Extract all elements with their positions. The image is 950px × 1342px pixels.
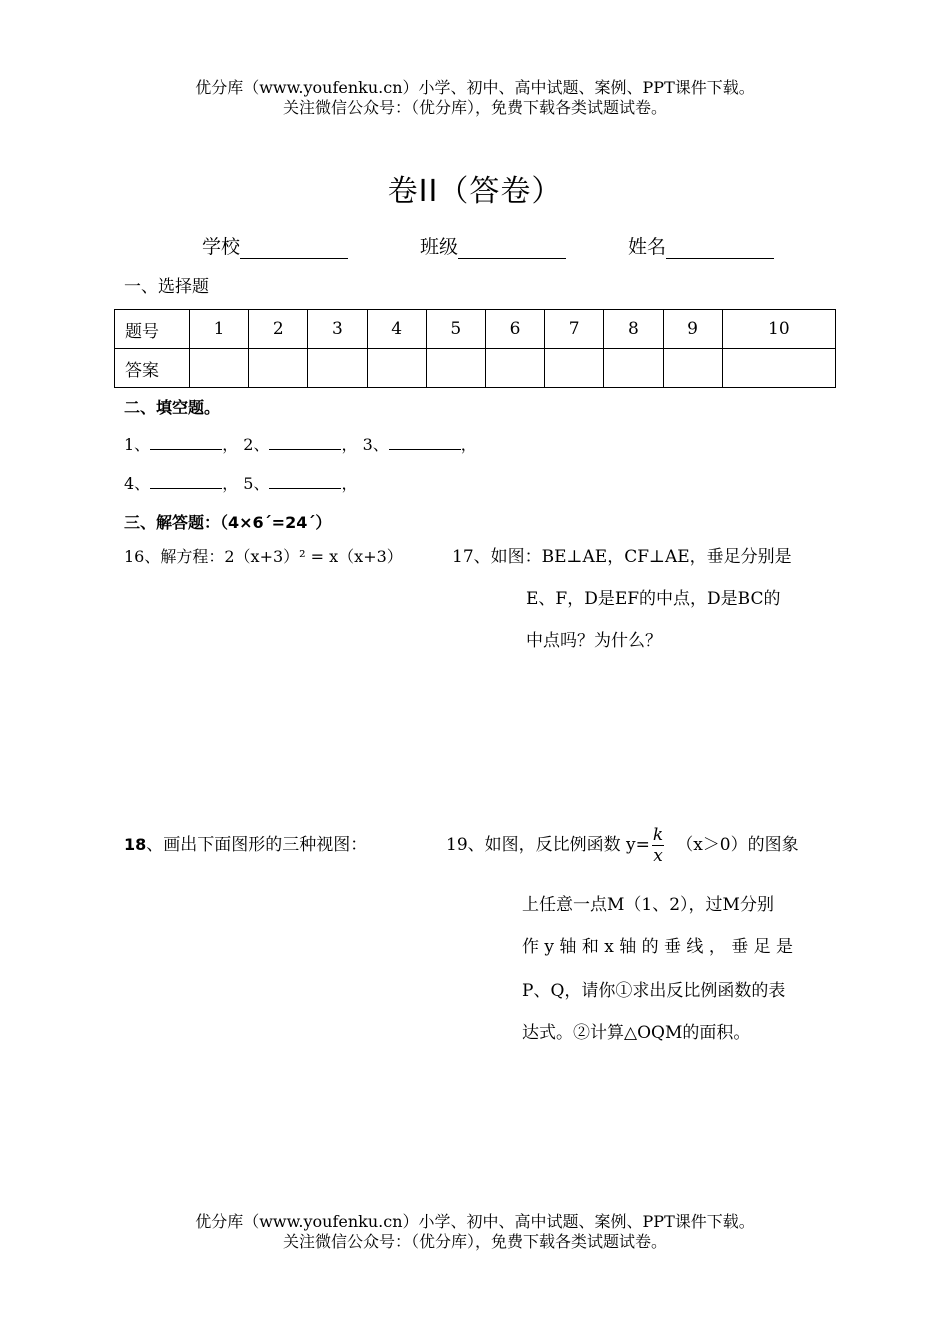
answer-cell[interactable] (545, 349, 604, 388)
question-number: 8 (604, 310, 663, 349)
answer-cell[interactable] (722, 349, 835, 388)
question-number: 9 (663, 310, 722, 349)
answer-table (114, 309, 836, 388)
fill-blank-5[interactable] (269, 472, 341, 489)
question-17-line-3: 中点吗？为什么？ (526, 631, 662, 651)
question-number: 7 (545, 310, 604, 349)
section3-heading: 三、解答题：（4×6´=24´） (124, 513, 332, 532)
section2-heading: 二、填空题。 (124, 398, 221, 417)
answer-cell[interactable] (426, 349, 485, 388)
name-field (628, 232, 774, 259)
header-line-1: 优分库（www.youfenku.cn）小学、初中、高中试题、案例、PPT课件下载。 (195, 78, 755, 97)
fraction-k-over-x (652, 825, 664, 866)
question-19-line-1 (446, 822, 799, 868)
question-number: 2 (249, 310, 308, 349)
answer-cell[interactable] (663, 349, 722, 388)
question-number: 5 (426, 310, 485, 349)
name-label: 姓名 (628, 236, 667, 258)
fill-label-4: 4、 (124, 474, 151, 493)
question-19-suffix: （x＞0）的图象 (676, 835, 799, 855)
answer-cell[interactable] (485, 349, 544, 388)
question-number: 6 (485, 310, 544, 349)
answer-cell[interactable] (604, 349, 663, 388)
school-label: 学校 (202, 236, 241, 258)
question-19-line-2: 上任意一点M（1、2），过M分别 (522, 895, 774, 915)
question-19-line-4: P、Q，请你①求出反比例函数的表 (522, 981, 786, 1001)
question-number: 3 (308, 310, 367, 349)
section1-heading: 一、选择题 (124, 277, 209, 297)
question-18: 18、画出下面图形的三种视图： (124, 835, 368, 855)
question-17-line-2: E、F，D是EF的中点，D是BC的 (526, 589, 781, 609)
header-line-2: 关注微信公众号：（优分库），免费下载各类试题试卷。 (282, 98, 667, 117)
page-title: 卷II（答卷） (387, 174, 563, 209)
fill-label-3: 3、 (362, 435, 389, 454)
table-row-numbers (115, 310, 836, 349)
fill-blank-2[interactable] (269, 433, 341, 450)
fill-label-2: 2、 (243, 435, 270, 454)
footer-line-2: 关注微信公众号：（优分库），免费下载各类试题试卷。 (282, 1232, 667, 1251)
class-label: 班级 (420, 236, 459, 258)
answer-cell[interactable] (308, 349, 367, 388)
school-blank (240, 238, 348, 259)
school-field (202, 232, 348, 259)
fraction-numerator: k (652, 825, 664, 845)
question-19-line-3: 作 y 轴 和 x 轴 的 垂 线 ， 垂 足 是 (522, 937, 794, 957)
fraction-denominator: x (653, 846, 663, 866)
class-field (420, 232, 566, 259)
row-label-number: 题号 (115, 310, 190, 349)
fill-line-2: 4、 ， 5、 ， (124, 474, 358, 493)
answer-cell[interactable] (249, 349, 308, 388)
question-19-prefix: 19、如图，反比例函数 y= (446, 835, 650, 855)
class-blank (458, 238, 566, 259)
question-17-line-1: 17、如图：BE⊥AE，CF⊥AE，垂足分别是 (452, 547, 792, 567)
question-16: 16、解方程：2（x+3）² = x（x+3） (124, 547, 403, 566)
answer-cell[interactable] (367, 349, 426, 388)
row-label-answer: 答案 (115, 349, 190, 388)
fill-label-5: 5、 (243, 474, 270, 493)
name-blank (666, 238, 774, 259)
footer-line-1: 优分库（www.youfenku.cn）小学、初中、高中试题、案例、PPT课件下载。 (195, 1212, 755, 1231)
fill-blank-1[interactable] (150, 433, 222, 450)
fill-blank-4[interactable] (150, 472, 222, 489)
question-number: 10 (722, 310, 835, 349)
fill-label-1: 1、 (124, 435, 151, 454)
fill-blank-3[interactable] (389, 433, 461, 450)
answer-cell[interactable] (190, 349, 249, 388)
fill-line-1: 1、 ， 2、 ， 3、 ， (124, 435, 477, 454)
question-19-line-5: 达式。②计算△OQM的面积。 (522, 1023, 751, 1043)
table-row-answers (115, 349, 836, 388)
question-number: 4 (367, 310, 426, 349)
question-number: 1 (190, 310, 249, 349)
